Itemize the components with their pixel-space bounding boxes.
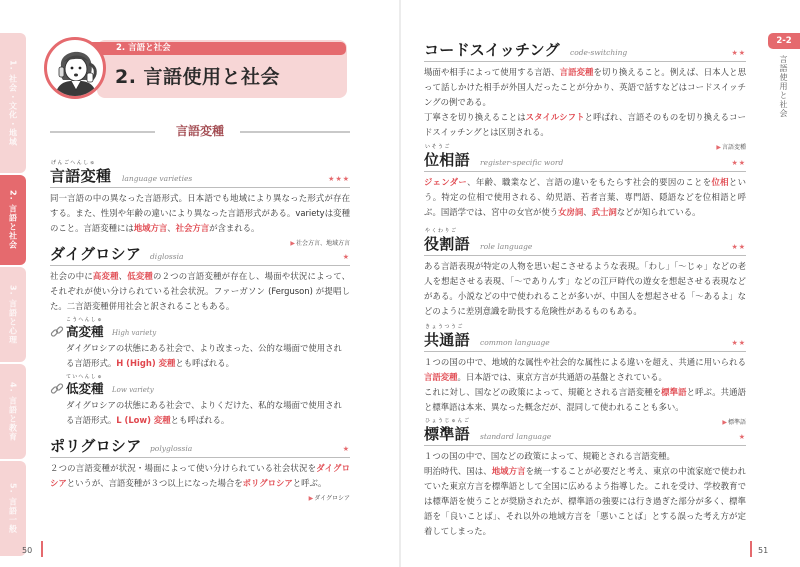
- body-text: １つの国の中で、国などの政策によって、規範とされる言語変種。: [424, 451, 675, 461]
- body-text: ダイグロシアの状態にある社会で、より改まった、公的な場面で使用される言語形式。: [66, 343, 342, 368]
- entry-heading: [50, 160, 350, 188]
- body-text: 場面や相手によって使用する言語、: [424, 67, 560, 77]
- chapter-tab-label: 1. 社会・文化・地域: [8, 59, 18, 147]
- entry-language-varieties: [50, 160, 350, 247]
- chapter-strip-label: 2. 言語と社会: [116, 43, 171, 53]
- term: 位相語: [424, 151, 470, 169]
- entry-heading: [424, 324, 746, 352]
- cross-reference[interactable]: [50, 493, 350, 502]
- chapter-tab-1[interactable]: [0, 33, 26, 173]
- entry-standard-language: [424, 418, 746, 539]
- section-tab[interactable]: 2-2: [768, 33, 800, 49]
- body-text: とも呼ばれる。: [175, 358, 234, 368]
- importance-stars: ★★: [731, 243, 746, 251]
- importance-stars: ★★: [731, 49, 746, 57]
- furigana: げんごへんしゅ: [51, 160, 97, 166]
- highlighted-term: 女房詞: [558, 207, 584, 217]
- triangle-icon: ▶: [716, 144, 721, 151]
- english-term: polyglossia: [150, 444, 193, 453]
- entry-heading: [50, 244, 350, 266]
- furigana: やくわりご: [425, 228, 458, 234]
- english-term: code-switching: [570, 48, 628, 57]
- section-tab-subtitle: 言語使用と社会: [779, 55, 788, 118]
- furigana: いそうご: [425, 144, 452, 150]
- body-text: と呼ばれ、言語そのものを切り換えるコードスイッチングとは区別される。: [424, 112, 746, 137]
- entry-body: [424, 175, 746, 220]
- entry-heading: [424, 40, 746, 62]
- english-term: High variety: [112, 329, 157, 337]
- body-text: 、年齢、職業など、言語の違いをもたらす社会的要因のことを: [467, 177, 712, 187]
- body-text: これに対し、国などの政策によって、規範とされる言語変種を: [424, 387, 662, 397]
- body-text: などが知られている。: [616, 207, 701, 217]
- term: 標準語: [424, 425, 470, 443]
- highlighted-term: 地域方言: [133, 223, 168, 233]
- body-text: という。特定の位相で使用される、幼児語、若者言葉、専門語、隠語などを位相語と呼ぶ。国語学では、宮中の女官が使う: [424, 177, 747, 217]
- page-number-bar: [41, 541, 43, 557]
- highlighted-term: 高変種: [92, 271, 119, 281]
- chapter-tab-label: 4. 言語と教育: [8, 381, 18, 442]
- furigana: ひょうじゅんご: [425, 418, 471, 424]
- entry-body: [424, 65, 746, 140]
- body-text: を切り換えること。例えば、日本人と思って話しかけた相手が外国人だったことが分かり、英語で話すなどはコードスイッチングの例である。: [424, 67, 747, 107]
- highlighted-term: L (Low) 変種: [116, 415, 171, 425]
- furigana: こうへんしゅ: [66, 317, 104, 323]
- entry-body: [424, 449, 746, 539]
- importance-stars: ★: [342, 445, 350, 453]
- subentry-high-variety: [50, 317, 350, 371]
- entry-body: [424, 355, 746, 415]
- body-text: が含まれる。: [209, 223, 260, 233]
- term: ダイグロシア: [50, 245, 142, 263]
- chapter-tabs: [0, 33, 26, 558]
- importance-stars: ★★: [731, 159, 746, 167]
- highlighted-term: 低変種: [127, 271, 154, 281]
- body-text: と呼ぶ。共通語と標準語は本来、異なった概念だが、混同して使われることも多い。: [424, 387, 746, 412]
- term: 言語変種: [50, 167, 112, 185]
- body-text: 、: [118, 271, 128, 281]
- subterm: 低変種: [66, 381, 104, 396]
- section-title: 言語変種: [175, 124, 224, 138]
- body-text: とも呼ばれる。: [170, 415, 230, 425]
- entry-body: [50, 461, 350, 491]
- highlighted-term: 標準語: [661, 387, 687, 397]
- importance-stars: ★★★: [328, 175, 350, 183]
- subterm: 高変種: [66, 324, 104, 339]
- chapter-title: 2. 言語使用と社会: [115, 66, 281, 88]
- english-term: register-specific word: [480, 158, 564, 167]
- entry-body: [50, 269, 350, 314]
- chapter-tab-label: 2. 言語と社会: [8, 190, 18, 250]
- highlighted-term: 言語変種: [559, 67, 594, 77]
- entry-heading: [50, 436, 350, 458]
- english-term: language varieties: [122, 174, 193, 183]
- entry-heading: [424, 228, 746, 256]
- body-text: というが、言語変種が３つ以上になった場合を: [66, 478, 243, 488]
- english-term: common language: [480, 338, 550, 347]
- divider-line: [240, 131, 350, 133]
- chain-link-icon: [50, 382, 64, 396]
- body-text: 、: [167, 223, 176, 233]
- body-text: １つの国の中で、地域的な属性や社会的な属性による違いを超え、共通に用いられる: [424, 357, 746, 367]
- body-text: ある言語表現が特定の人物を思い起こさせるような表現。「わし」「〜じゃ」などの老人を想起させる表現、「〜でありんす」などの江戸時代の遊女を想起させる表現などがある。小説などの中で使われることが多いが、中国人を想起させる「〜あるよ」などのように差別意識を助長する危険性があるものもある。: [424, 261, 746, 316]
- importance-stars: ★: [342, 253, 350, 261]
- body-text: の２つの言語変種が存在し、場面や状況によって、それぞれが使い分けられている社会状況。ファーガソン (Ferguson) が提唱した。二言語変種併用社会と訳されることもある。: [50, 271, 351, 311]
- entry-diglossia: [50, 244, 350, 428]
- highlighted-term: H (High) 変種: [116, 358, 176, 368]
- body-text: 。日本語では、東京方言が共通語の基盤とされている。: [457, 372, 667, 382]
- cross-reference-label: ダイグロシア: [314, 495, 350, 502]
- chain-link-icon: [50, 325, 64, 339]
- entry-heading: [424, 418, 746, 446]
- subentry-low-variety: [50, 374, 350, 428]
- triangle-icon: ▶: [290, 240, 295, 247]
- english-term: role language: [480, 242, 533, 251]
- page-number: 51: [758, 546, 769, 555]
- page-number: 50: [22, 546, 33, 555]
- highlighted-term: 社会方言: [175, 223, 210, 233]
- highlighted-term: スタイルシフト: [525, 112, 585, 122]
- entry-body: [424, 259, 746, 319]
- body-text: ダイグロシアの状態にある社会で、よりくだけた、私的な場面で使用される言語形式。: [66, 400, 342, 425]
- body-text: 社会の中に: [50, 271, 93, 281]
- highlighted-term: ポリグロシア: [242, 478, 293, 488]
- chapter-tab-label: 5. 言語一般: [8, 483, 18, 534]
- subentry-body: [50, 398, 350, 428]
- term: 共通語: [424, 331, 470, 349]
- subentry-body: [50, 341, 350, 371]
- chapter-tab-4[interactable]: [0, 364, 26, 459]
- term: 役割語: [424, 235, 470, 253]
- english-term: standard language: [480, 432, 552, 441]
- cross-reference-label: 言語変種: [721, 144, 746, 151]
- body-text: を統一することが必要だと考え、東京の中流家庭で使われていた東京方言を標準語として全国に広めるよう指導した。これを受け、学校教育では標準語を使うことが奨励されたが、標準語の強要には行き過ぎた部分が多く、標準語を「良いことば」、それ以外の地域方言を「悪いことば」とする誤った考え方が定着してしまった。: [424, 466, 746, 536]
- entry-body: [50, 191, 350, 236]
- triangle-icon: ▶: [308, 495, 314, 502]
- chapter-strip: [72, 42, 346, 55]
- body-text: と呼ぶ。: [292, 478, 327, 488]
- importance-stars: ★★: [731, 339, 746, 347]
- highlighted-term: 位相: [711, 177, 729, 187]
- section-divider: [50, 122, 350, 140]
- woman-on-phone-illustration: [47, 40, 103, 96]
- body-text: 明治時代、国は、: [424, 466, 492, 476]
- highlighted-term: ジェンダー: [424, 177, 468, 187]
- right-page: [400, 0, 800, 567]
- body-text: 同一言語の中の異なった言語形式。日本語でも地域により異なった形式が存在する。また、性別や年齢の違いにより異なった言語形式がある。varietyは変種のこと。言語変種には: [50, 193, 350, 233]
- entry-code-switching: [424, 40, 746, 151]
- cross-reference-label: 社会方言、地域方言: [295, 240, 350, 247]
- highlighted-term: 言語変種: [424, 372, 458, 382]
- entry-common-language: [424, 324, 746, 426]
- furigana: ていへんしゅ: [66, 374, 104, 380]
- cross-reference-label: 標準語: [727, 419, 746, 426]
- term: ポリグロシア: [50, 437, 142, 455]
- avatar: [44, 37, 106, 99]
- english-term: Low variety: [112, 386, 154, 394]
- subentry-heading: [50, 374, 350, 397]
- highlighted-term: ダイグロシア: [50, 463, 351, 488]
- page-number-bar: [750, 541, 752, 557]
- subentry-heading: [50, 317, 350, 340]
- english-term: diglossia: [150, 252, 184, 261]
- body-text: 丁寧さを切り換えることは: [424, 112, 526, 122]
- body-text: ２つの言語変種が状況・場面によって使い分けられている社会状況を: [50, 463, 317, 473]
- term: コードスイッチング: [424, 41, 560, 59]
- entry-role-language: [424, 228, 746, 319]
- entry-polyglossia: [50, 436, 350, 502]
- chapter-tab-label: 3. 言語と心理: [8, 284, 18, 345]
- chapter-tab-5[interactable]: [0, 461, 26, 556]
- chapter-tab-3[interactable]: [0, 267, 26, 362]
- highlighted-term: 地域方言: [491, 466, 526, 476]
- chapter-tab-2[interactable]: [0, 175, 26, 265]
- furigana: きょうつうご: [425, 324, 465, 330]
- triangle-icon: ▶: [722, 419, 727, 426]
- body-text: 、: [583, 207, 592, 217]
- importance-stars: ★: [738, 433, 746, 441]
- highlighted-term: 武士詞: [591, 207, 617, 217]
